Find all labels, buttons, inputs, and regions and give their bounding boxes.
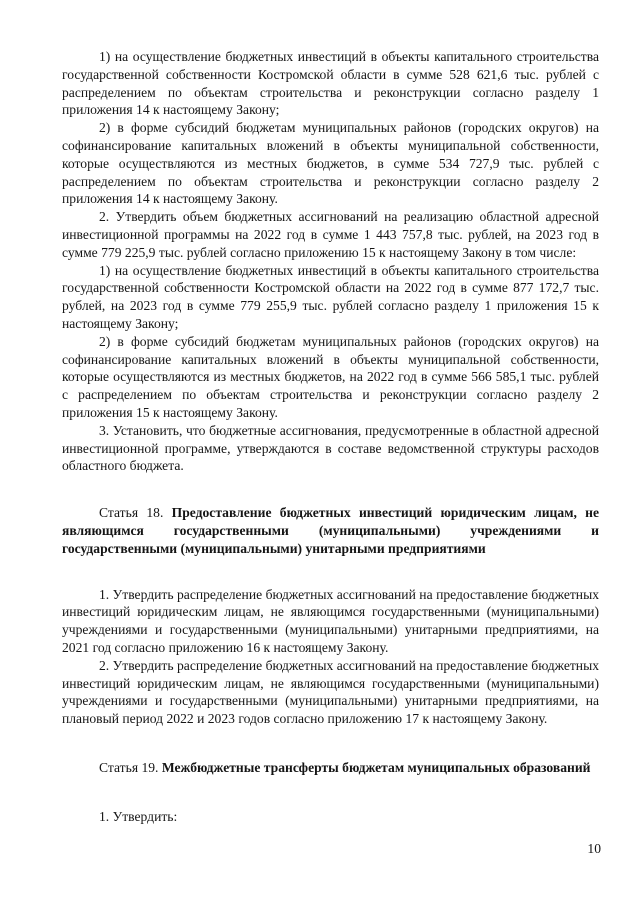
- article-19-paragraph: 1. Утвердить:: [99, 808, 178, 824]
- article-19-title: Межбюджетные трансферты бюджетам муниципальных образований: [161, 759, 591, 775]
- article-18-paragraph: 2. Утвердить распределение бюджетных ассигнований на предоставление бюджетных инвестиций юридическим лицам, не являющимся государственными (муниципальными) учреждениями и государственными (муниципальными) унитарными предприятиями, на плановый период 2022 и 2023 годов согласно приложению 17 к настоящему Закону.: [62, 657, 599, 727]
- paragraph: 1) на осуществление бюджетных инвестиций в объекты капитального строительства государственной собственности Костромской области в сумме 528 621,6 тыс. рублей с распределением по объектам строительства и реконструкции согласно разделу 1 приложения 14 к настоящему Закону;: [62, 49, 599, 118]
- budget-investments-section: [62, 48, 599, 475]
- page-number: 10: [587, 841, 601, 856]
- paragraph: 2. Утвердить объем бюджетных ассигнований на реализацию областной адресной инвестиционной программы на 2022 год в сумме 1 443 757,8 тыс. рублей, на 2023 год в сумме 779 225,9 тыс. рублей согласно приложению 15 к настоящему Закону в том числе:: [62, 209, 599, 260]
- article-19-label: Статья 19.: [99, 759, 159, 775]
- article-18-title: Предоставление бюджетных инвестиций юридическим лицам, не являющимся государственными (муниципальными) учреждениями и государственными (муниципальными) унитарными предприятиями: [62, 505, 599, 556]
- article-18-paragraph: 1. Утвердить распределение бюджетных ассигнований на предоставление бюджетных инвестиций юридическим лицам, не являющимся государственными (муниципальными) учреждениями и государственными (муниципальными) унитарными предприятиями, на 2021 год согласно приложению 16 к настоящему Закону.: [62, 586, 599, 655]
- article-19-heading: [62, 759, 599, 777]
- paragraph: 2) в форме субсидий бюджетам муниципальных районов (городских округов) на софинансирование капитальных вложений в объекты муниципальной собственности, которые осуществляются из местных бюджетов, в сумме 534 727,9 тыс. рублей с распределением по объектам строительства и реконструкции согласно разделу 2 приложения 14 к настоящему Закону.: [62, 120, 599, 207]
- article-18-heading: [62, 504, 599, 557]
- paragraph: 1) на осуществление бюджетных инвестиций в объекты капитального строительства государственной собственности Костромской области на 2022 год в сумме 877 172,7 тыс. рублей, на 2023 год в сумме 779 255,9 тыс. рублей согласно разделу 1 приложения 15 к настоящему Закону;: [62, 262, 599, 331]
- paragraph: 3. Установить, что бюджетные ассигнования, предусмотренные в областной адресной инвестиционной программе, утверждаются в составе ведомственной структуры расходов областного бюджета.: [62, 422, 599, 474]
- paragraph: 2) в форме субсидий бюджетам муниципальных районов (городских округов) на софинансирование капитальных вложений в объекты муниципальной собственности, которые осуществляются из местных бюджетов, на 2022 год в сумме 566 585,1 тыс. рублей с распределением по объектам строительства и реконструкции согласно разделу 2 приложения 15 к настоящему Закону.: [62, 333, 599, 420]
- article-18-label: Статья 18.: [99, 505, 164, 521]
